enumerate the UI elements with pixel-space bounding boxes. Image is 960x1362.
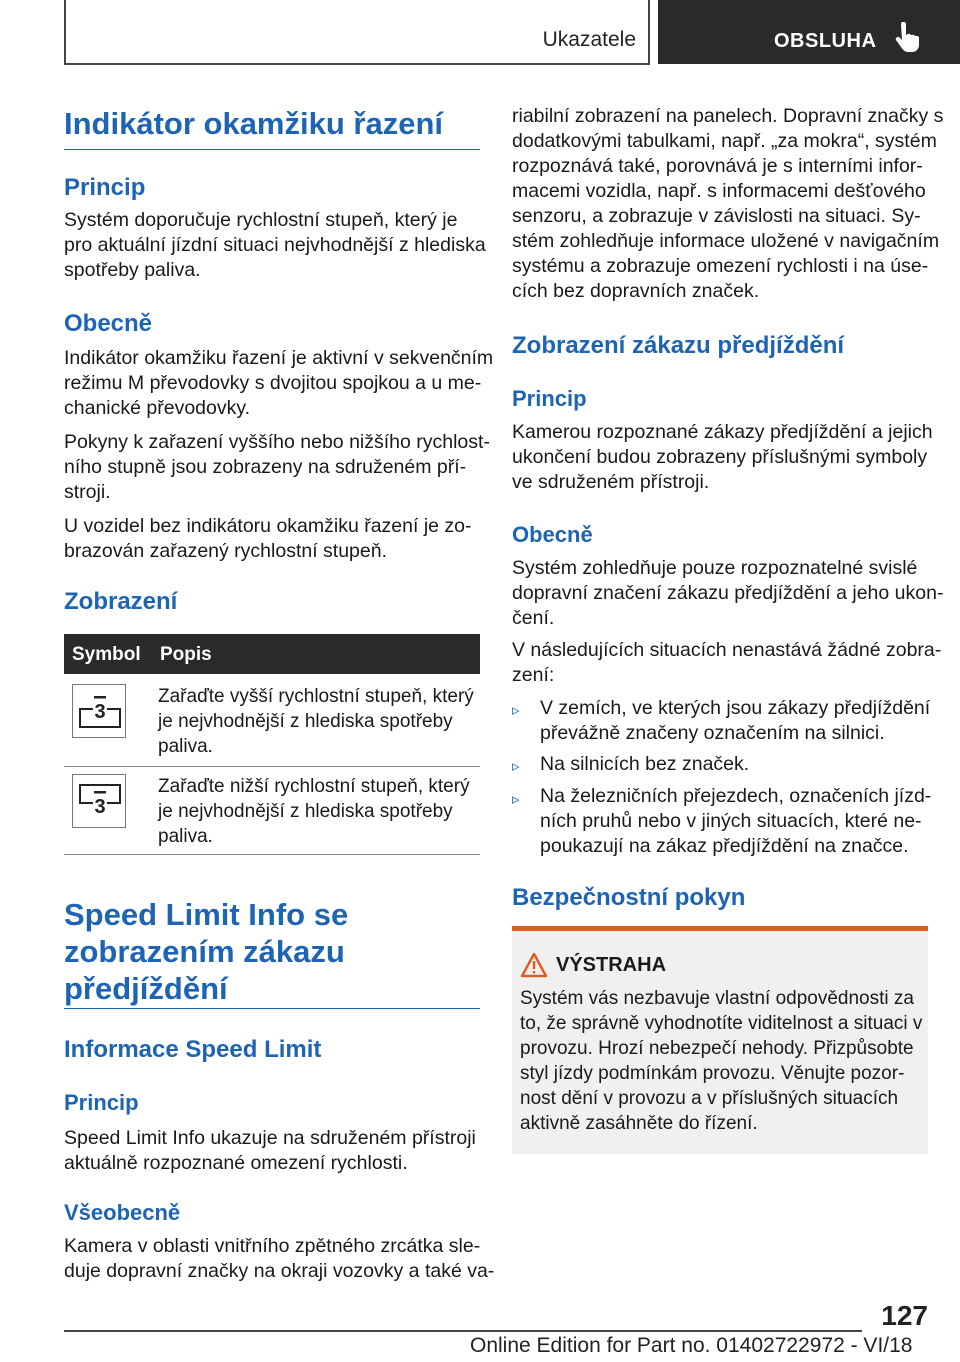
bullet-icon: ▹ bbox=[512, 758, 520, 775]
warning-box bbox=[512, 926, 928, 1154]
info-heading: Informace Speed Limit bbox=[64, 1036, 322, 1063]
footer-rule bbox=[64, 1330, 862, 1332]
hand-pointer-icon bbox=[894, 22, 922, 54]
edition-text: Online Edition for Part no. 01402722972 - VI/18 bbox=[470, 1334, 913, 1357]
list-item: V zemích, ve kterých jsou zákazy předjíždění převážně značeny označením na silnici. bbox=[540, 697, 931, 744]
table-bottom-rule bbox=[64, 854, 480, 855]
header-rule-bottom bbox=[64, 63, 650, 65]
warning-bar bbox=[512, 926, 928, 931]
col-symbol: Symbol bbox=[72, 644, 141, 665]
section-label: Ukazatele bbox=[542, 28, 636, 51]
zakaz-obecne-text-2: V následujících situacích nenastává žádné zobra- zení: bbox=[512, 639, 942, 686]
zakaz-obecne-heading: Obecně bbox=[512, 522, 593, 547]
zobrazeni-heading: Zobrazení bbox=[64, 588, 178, 615]
list-item: Na silnicích bez značek. bbox=[540, 753, 750, 775]
vseobecne-text: Kamera v oblasti vnitřního zpětného zrcátka sle- duje dopravní značky na okraji vozovky a také va- bbox=[64, 1235, 495, 1282]
shift-up-3-icon bbox=[72, 684, 126, 738]
obecne-text-1: Indikátor okamžiku řazení je aktivní v sekvenčním režimu M převodovky s dvojitou spojkou a u me- chanické převodovky. bbox=[64, 347, 494, 419]
page-title: Indikátor okamžiku řazení bbox=[64, 106, 443, 141]
bullet-icon: ▹ bbox=[512, 791, 520, 808]
obecne-text-3: U vozidel bez indikátoru okamžiku řazení je zo- brazován zařazený rychlostní stupeň. bbox=[64, 515, 472, 562]
col-popis: Popis bbox=[160, 644, 212, 665]
safety-heading: Bezpečnostní pokyn bbox=[512, 884, 746, 911]
zakaz-princip-text: Kamerou rozpoznané zákazy předjíždění a jejich ukončení budou zobrazeny příslušnými symboly ve sdruženém přístroji. bbox=[512, 421, 933, 493]
info-princip-heading: Princip bbox=[64, 1090, 139, 1115]
shift-down-3-icon bbox=[72, 774, 126, 828]
vseobecne-heading: Všeobecně bbox=[64, 1200, 181, 1225]
table-row-2-desc: Zařaďte nižší rychlostní stupeň, který je nejvhodnější z hlediska spotřeby paliva. bbox=[158, 776, 470, 847]
header-rule-left bbox=[64, 0, 66, 64]
warning-label: VÝSTRAHA bbox=[556, 954, 667, 976]
table-row-1-desc: Zařaďte vyšší rychlostní stupeň, který je nejvhodnější z hlediska spotřeby paliva. bbox=[158, 686, 474, 757]
table-row-divider bbox=[64, 766, 480, 767]
speed-limit-rule bbox=[64, 1008, 480, 1009]
speed-limit-title: Speed Limit Info se zobrazením zákazu předjíždění bbox=[64, 897, 349, 1006]
zakaz-heading: Zobrazení zákazu předjíždění bbox=[512, 332, 845, 359]
zakaz-princip-heading: Princip bbox=[512, 386, 587, 411]
list-item: Na železničních přejezdech, označeních jízd- ních pruhů nebo v jiných situacích, které ne- poukazují na zákaz předjíždění na značce. bbox=[540, 785, 932, 857]
svg-text:3: 3 bbox=[94, 701, 106, 723]
warning-triangle-icon bbox=[520, 952, 548, 978]
warning-text: Systém vás nezbavuje vlastní odpovědnosti za to, že správně vyhodnotíte viditelnost a situaci v provozu. Hrozí nebezpečí nehody. Přizpůsobte styl jízdy podmínkám provozu. Věnujte pozor- nost dění v provozu a v příslušných situacích aktivně zasáhněte do řízení. bbox=[520, 988, 923, 1134]
page-number: 127 bbox=[881, 1300, 928, 1331]
chapter-label: OBSLUHA bbox=[774, 30, 877, 52]
table-header bbox=[64, 634, 480, 674]
continued-text: riabilní zobrazení na panelech. Dopravní značky s dodatkovými tabulkami, např. „za mokra“, systém rozpoznává také, porovnává je s interními infor- macemi vozidla, např. s informacemi dešťového senzoru, a zobrazuje v závislosti na situaci. Sy- stém zohledňuje informace uložené v navigačním systému a zobrazuje omezení rychlosti i na úse- cích bez dopravních značek. bbox=[512, 105, 944, 302]
obecne-text-2: Pokyny k zařazení vyššího nebo nižšího rychlost- ního stupně jsou zobrazeny na sdruženém pří- stroji. bbox=[64, 431, 490, 503]
princip-text: Systém doporučuje rychlostní stupeň, který je pro aktuální jízdní situaci nejvhodnější z hlediska spotřeby paliva. bbox=[64, 209, 486, 281]
svg-text:3: 3 bbox=[94, 796, 106, 818]
princip-heading: Princip bbox=[64, 174, 146, 201]
title-rule bbox=[64, 149, 480, 150]
obecne-heading: Obecně bbox=[64, 310, 153, 337]
info-princip-text: Speed Limit Info ukazuje na sdruženém přístroji aktuálně rozpoznané omezení rychlosti. bbox=[64, 1127, 476, 1174]
header-rule-right bbox=[648, 0, 650, 64]
bullet-icon: ▹ bbox=[512, 702, 520, 719]
chapter-tab[interactable] bbox=[658, 0, 960, 64]
zakaz-obecne-text-1: Systém zohledňuje pouze rozpoznatelné svislé dopravní značení zákazu předjíždění a jeho ukon- čení. bbox=[512, 557, 944, 629]
